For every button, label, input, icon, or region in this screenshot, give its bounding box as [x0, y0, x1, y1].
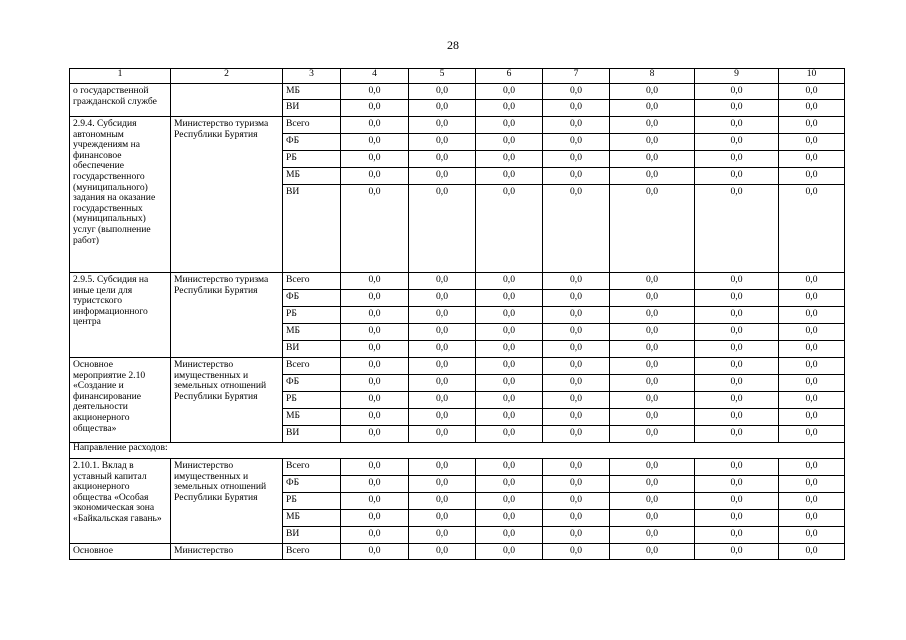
value-cell: 0,0 — [543, 151, 610, 168]
value-cell: 0,0 — [610, 527, 695, 544]
value-cell: 0,0 — [341, 290, 409, 307]
value-cell: 0,0 — [610, 358, 695, 375]
header-cell: 9 — [695, 69, 779, 84]
header-cell: 8 — [610, 69, 695, 84]
value-cell: 0,0 — [610, 134, 695, 151]
value-cell: 0,0 — [779, 510, 845, 527]
value-cell: 0,0 — [476, 544, 543, 560]
value-cell: 0,0 — [543, 493, 610, 510]
value-cell: 0,0 — [543, 341, 610, 358]
value-cell: 0,0 — [341, 527, 409, 544]
value-cell: 0,0 — [695, 307, 779, 324]
funding-source: ВИ — [283, 426, 341, 443]
value-cell: 0,0 — [409, 324, 476, 341]
responsible-org: Министерство туризма Республики Бурятия — [171, 117, 283, 273]
value-cell: 0,0 — [779, 358, 845, 375]
header-cell: 1 — [70, 69, 171, 84]
value-cell: 0,0 — [476, 84, 543, 100]
value-cell: 0,0 — [695, 168, 779, 185]
value-cell: 0,0 — [409, 459, 476, 476]
value-cell: 0,0 — [543, 84, 610, 100]
value-cell: 0,0 — [341, 151, 409, 168]
value-cell: 0,0 — [409, 151, 476, 168]
table-row — [70, 544, 845, 560]
value-cell: 0,0 — [695, 527, 779, 544]
value-cell: 0,0 — [610, 426, 695, 443]
value-cell: 0,0 — [341, 375, 409, 392]
value-cell: 0,0 — [695, 341, 779, 358]
value-cell: 0,0 — [779, 476, 845, 493]
responsible-org: Министерство — [171, 544, 283, 560]
budget-table — [69, 68, 845, 560]
value-cell: 0,0 — [610, 510, 695, 527]
value-cell: 0,0 — [341, 510, 409, 527]
value-cell: 0,0 — [610, 168, 695, 185]
table-row — [70, 358, 845, 375]
header-cell: 7 — [543, 69, 610, 84]
value-cell: 0,0 — [543, 426, 610, 443]
value-cell: 0,0 — [409, 185, 476, 273]
funding-source: РБ — [283, 151, 341, 168]
value-cell: 0,0 — [341, 409, 409, 426]
activity-name: Основное мероприятие 2.10 «Создание и финансирование деятельности акционерного общества» — [70, 358, 171, 443]
value-cell: 0,0 — [341, 324, 409, 341]
value-cell: 0,0 — [779, 544, 845, 560]
value-cell: 0,0 — [779, 426, 845, 443]
value-cell: 0,0 — [409, 290, 476, 307]
value-cell: 0,0 — [779, 168, 845, 185]
value-cell: 0,0 — [779, 117, 845, 134]
value-cell: 0,0 — [695, 151, 779, 168]
value-cell: 0,0 — [779, 375, 845, 392]
value-cell: 0,0 — [695, 426, 779, 443]
header-cell: 6 — [476, 69, 543, 84]
value-cell: 0,0 — [779, 134, 845, 151]
value-cell: 0,0 — [476, 185, 543, 273]
funding-source: МБ — [283, 324, 341, 341]
value-cell: 0,0 — [476, 476, 543, 493]
funding-source: РБ — [283, 392, 341, 409]
value-cell: 0,0 — [476, 290, 543, 307]
value-cell: 0,0 — [476, 409, 543, 426]
value-cell: 0,0 — [543, 290, 610, 307]
value-cell: 0,0 — [610, 100, 695, 117]
value-cell: 0,0 — [543, 476, 610, 493]
funding-source: ВИ — [283, 100, 341, 117]
value-cell: 0,0 — [610, 493, 695, 510]
value-cell: 0,0 — [610, 341, 695, 358]
responsible-org — [171, 84, 283, 117]
value-cell: 0,0 — [409, 307, 476, 324]
value-cell: 0,0 — [476, 510, 543, 527]
activity-name: Основное — [70, 544, 171, 560]
activity-name: 2.10.1. Вклад в уставный капитал акционерного общества «Особая экономическая зона «Байкальская гавань» — [70, 459, 171, 544]
funding-source: ФБ — [283, 134, 341, 151]
value-cell: 0,0 — [695, 544, 779, 560]
responsible-org: Министерство имущественных и земельных отношений Республики Бурятия — [171, 459, 283, 544]
value-cell: 0,0 — [476, 273, 543, 290]
value-cell: 0,0 — [543, 527, 610, 544]
funding-source: ФБ — [283, 476, 341, 493]
value-cell: 0,0 — [543, 358, 610, 375]
section-label: Направление расходов: — [70, 443, 845, 459]
funding-source: РБ — [283, 493, 341, 510]
value-cell: 0,0 — [409, 168, 476, 185]
value-cell: 0,0 — [341, 459, 409, 476]
value-cell: 0,0 — [779, 409, 845, 426]
value-cell: 0,0 — [341, 544, 409, 560]
value-cell: 0,0 — [476, 100, 543, 117]
value-cell: 0,0 — [543, 185, 610, 273]
funding-source: МБ — [283, 84, 341, 100]
value-cell: 0,0 — [779, 341, 845, 358]
activity-name: 2.9.5. Субсидия на иные цели для туристского информационного центра — [70, 273, 171, 358]
value-cell: 0,0 — [610, 459, 695, 476]
value-cell: 0,0 — [543, 324, 610, 341]
value-cell: 0,0 — [409, 426, 476, 443]
value-cell: 0,0 — [543, 409, 610, 426]
value-cell: 0,0 — [409, 84, 476, 100]
value-cell: 0,0 — [543, 100, 610, 117]
value-cell: 0,0 — [341, 493, 409, 510]
value-cell: 0,0 — [476, 493, 543, 510]
value-cell: 0,0 — [409, 134, 476, 151]
value-cell: 0,0 — [610, 375, 695, 392]
funding-source: МБ — [283, 168, 341, 185]
value-cell: 0,0 — [341, 134, 409, 151]
value-cell: 0,0 — [476, 375, 543, 392]
value-cell: 0,0 — [610, 544, 695, 560]
value-cell: 0,0 — [341, 168, 409, 185]
value-cell: 0,0 — [543, 168, 610, 185]
funding-source: ВИ — [283, 527, 341, 544]
value-cell: 0,0 — [610, 273, 695, 290]
value-cell: 0,0 — [476, 358, 543, 375]
value-cell: 0,0 — [341, 392, 409, 409]
value-cell: 0,0 — [341, 100, 409, 117]
value-cell: 0,0 — [409, 493, 476, 510]
responsible-org: Министерство туризма Республики Бурятия — [171, 273, 283, 358]
funding-source: ВИ — [283, 185, 341, 273]
value-cell: 0,0 — [409, 476, 476, 493]
funding-source: Всего — [283, 358, 341, 375]
value-cell: 0,0 — [695, 324, 779, 341]
header-cell: 2 — [171, 69, 283, 84]
value-cell: 0,0 — [409, 510, 476, 527]
value-cell: 0,0 — [695, 273, 779, 290]
value-cell: 0,0 — [779, 273, 845, 290]
value-cell: 0,0 — [779, 392, 845, 409]
value-cell: 0,0 — [476, 392, 543, 409]
value-cell: 0,0 — [476, 459, 543, 476]
value-cell: 0,0 — [610, 290, 695, 307]
value-cell: 0,0 — [779, 493, 845, 510]
value-cell: 0,0 — [779, 290, 845, 307]
value-cell: 0,0 — [409, 341, 476, 358]
value-cell: 0,0 — [695, 358, 779, 375]
value-cell: 0,0 — [409, 273, 476, 290]
value-cell: 0,0 — [341, 476, 409, 493]
value-cell: 0,0 — [610, 409, 695, 426]
value-cell: 0,0 — [409, 409, 476, 426]
value-cell: 0,0 — [695, 290, 779, 307]
header-cell: 5 — [409, 69, 476, 84]
table-row — [70, 273, 845, 290]
value-cell: 0,0 — [341, 426, 409, 443]
table-row — [70, 117, 845, 134]
value-cell: 0,0 — [779, 84, 845, 100]
value-cell: 0,0 — [695, 375, 779, 392]
value-cell: 0,0 — [695, 117, 779, 134]
header-cell: 10 — [779, 69, 845, 84]
value-cell: 0,0 — [543, 117, 610, 134]
table-row — [70, 459, 845, 476]
funding-source: РБ — [283, 307, 341, 324]
value-cell: 0,0 — [409, 100, 476, 117]
value-cell: 0,0 — [341, 84, 409, 100]
funding-source: МБ — [283, 409, 341, 426]
value-cell: 0,0 — [476, 168, 543, 185]
value-cell: 0,0 — [341, 273, 409, 290]
funding-source: Всего — [283, 459, 341, 476]
value-cell: 0,0 — [695, 459, 779, 476]
value-cell: 0,0 — [341, 307, 409, 324]
value-cell: 0,0 — [409, 358, 476, 375]
funding-source: Всего — [283, 273, 341, 290]
value-cell: 0,0 — [610, 117, 695, 134]
value-cell: 0,0 — [476, 426, 543, 443]
value-cell: 0,0 — [476, 307, 543, 324]
funding-source: Всего — [283, 544, 341, 560]
value-cell: 0,0 — [695, 409, 779, 426]
value-cell: 0,0 — [779, 527, 845, 544]
value-cell: 0,0 — [341, 358, 409, 375]
value-cell: 0,0 — [779, 459, 845, 476]
value-cell: 0,0 — [543, 375, 610, 392]
value-cell: 0,0 — [409, 544, 476, 560]
value-cell: 0,0 — [695, 392, 779, 409]
value-cell: 0,0 — [779, 100, 845, 117]
value-cell: 0,0 — [409, 392, 476, 409]
value-cell: 0,0 — [779, 151, 845, 168]
value-cell: 0,0 — [543, 392, 610, 409]
value-cell: 0,0 — [543, 273, 610, 290]
value-cell: 0,0 — [476, 117, 543, 134]
value-cell: 0,0 — [543, 510, 610, 527]
value-cell: 0,0 — [610, 185, 695, 273]
funding-source: ФБ — [283, 375, 341, 392]
value-cell: 0,0 — [476, 134, 543, 151]
table-row — [70, 84, 845, 100]
value-cell: 0,0 — [476, 151, 543, 168]
value-cell: 0,0 — [476, 341, 543, 358]
activity-name: 2.9.4. Субсидия автономным учреждениям на финансовое обеспечение государственного (муниципального) задания на оказание государственных (муниципальных) услуг (выполнение работ) — [70, 117, 171, 273]
value-cell: 0,0 — [695, 134, 779, 151]
funding-source: Всего — [283, 117, 341, 134]
value-cell: 0,0 — [610, 324, 695, 341]
section-row — [70, 443, 845, 459]
value-cell: 0,0 — [476, 324, 543, 341]
responsible-org: Министерство имущественных и земельных отношений Республики Бурятия — [171, 358, 283, 443]
value-cell: 0,0 — [543, 134, 610, 151]
value-cell: 0,0 — [695, 493, 779, 510]
funding-source: МБ — [283, 510, 341, 527]
table-header-row — [70, 69, 845, 84]
value-cell: 0,0 — [779, 185, 845, 273]
value-cell: 0,0 — [610, 84, 695, 100]
value-cell: 0,0 — [779, 307, 845, 324]
value-cell: 0,0 — [610, 307, 695, 324]
value-cell: 0,0 — [409, 375, 476, 392]
funding-source: ФБ — [283, 290, 341, 307]
value-cell: 0,0 — [695, 100, 779, 117]
value-cell: 0,0 — [476, 527, 543, 544]
value-cell: 0,0 — [543, 307, 610, 324]
value-cell: 0,0 — [779, 324, 845, 341]
value-cell: 0,0 — [695, 476, 779, 493]
value-cell: 0,0 — [409, 527, 476, 544]
value-cell: 0,0 — [409, 117, 476, 134]
value-cell: 0,0 — [610, 392, 695, 409]
value-cell: 0,0 — [610, 476, 695, 493]
value-cell: 0,0 — [341, 117, 409, 134]
header-cell: 4 — [341, 69, 409, 84]
activity-name: о государственной гражданской службе — [70, 84, 171, 117]
value-cell: 0,0 — [341, 185, 409, 273]
value-cell: 0,0 — [695, 185, 779, 273]
value-cell: 0,0 — [341, 341, 409, 358]
value-cell: 0,0 — [695, 510, 779, 527]
value-cell: 0,0 — [610, 151, 695, 168]
value-cell: 0,0 — [543, 459, 610, 476]
header-cell: 3 — [283, 69, 341, 84]
value-cell: 0,0 — [695, 84, 779, 100]
funding-source: ВИ — [283, 341, 341, 358]
page-number: 28 — [447, 38, 459, 52]
value-cell: 0,0 — [543, 544, 610, 560]
